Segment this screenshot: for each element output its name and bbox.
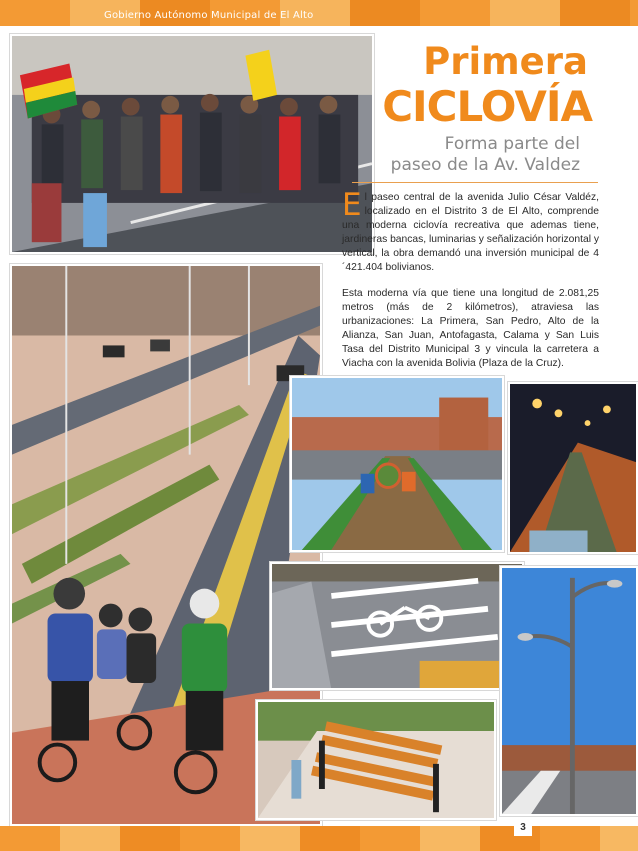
paragraph-1-text: l paseo central de la avenida Julio César Valdéz, localizado en el Distrito 3 de El Alto, comprende una moderna ciclovía recreativa que ademas tiene, jardineras bancas, luminarias y señalización horizontal y vertical, la obra demandó una inversión municipal de 4´421.404 bolivianos.: [342, 192, 599, 273]
paragraph-2: Esta moderna vía que tiene una longitud de 2.081,25 metros (más de 2 kilómetros), atraviesa las urbanizaciones: La Primera, San Pedro, Alto de la Alianza, San Juan, Antofagasta, Calama y San Luis Tasa del Distrito Municipal 3 y vincula la carretera a Viacha con la avenida Bolivia (Plaza de la Cruz).: [342, 288, 599, 369]
dropcap: E: [342, 187, 362, 223]
title-divider: [352, 182, 598, 183]
header-band: [0, 0, 638, 26]
photo-parade: [10, 34, 374, 254]
paragraph-1: [342, 187, 599, 275]
subtitle-line-2: paseo de la Av. Valdez: [390, 155, 580, 175]
photo-median-garden: [290, 376, 504, 552]
publisher-label: Gobierno Autónomo Municipal de El Alto: [104, 10, 314, 21]
article-body: [342, 187, 599, 383]
subtitle-line-1: Forma parte del: [444, 134, 580, 154]
photo-night-median: [508, 382, 638, 554]
footer-band: [0, 826, 638, 851]
photo-street-lamp: [500, 566, 638, 816]
subtitle: [362, 134, 580, 176]
title-ciclovia: CICLOVÍA: [382, 82, 592, 131]
photo-bike-lane-marking: [270, 562, 524, 690]
page-number: 3: [514, 820, 532, 836]
title-primera: Primera: [423, 40, 588, 83]
photo-wooden-bench: [256, 700, 496, 820]
